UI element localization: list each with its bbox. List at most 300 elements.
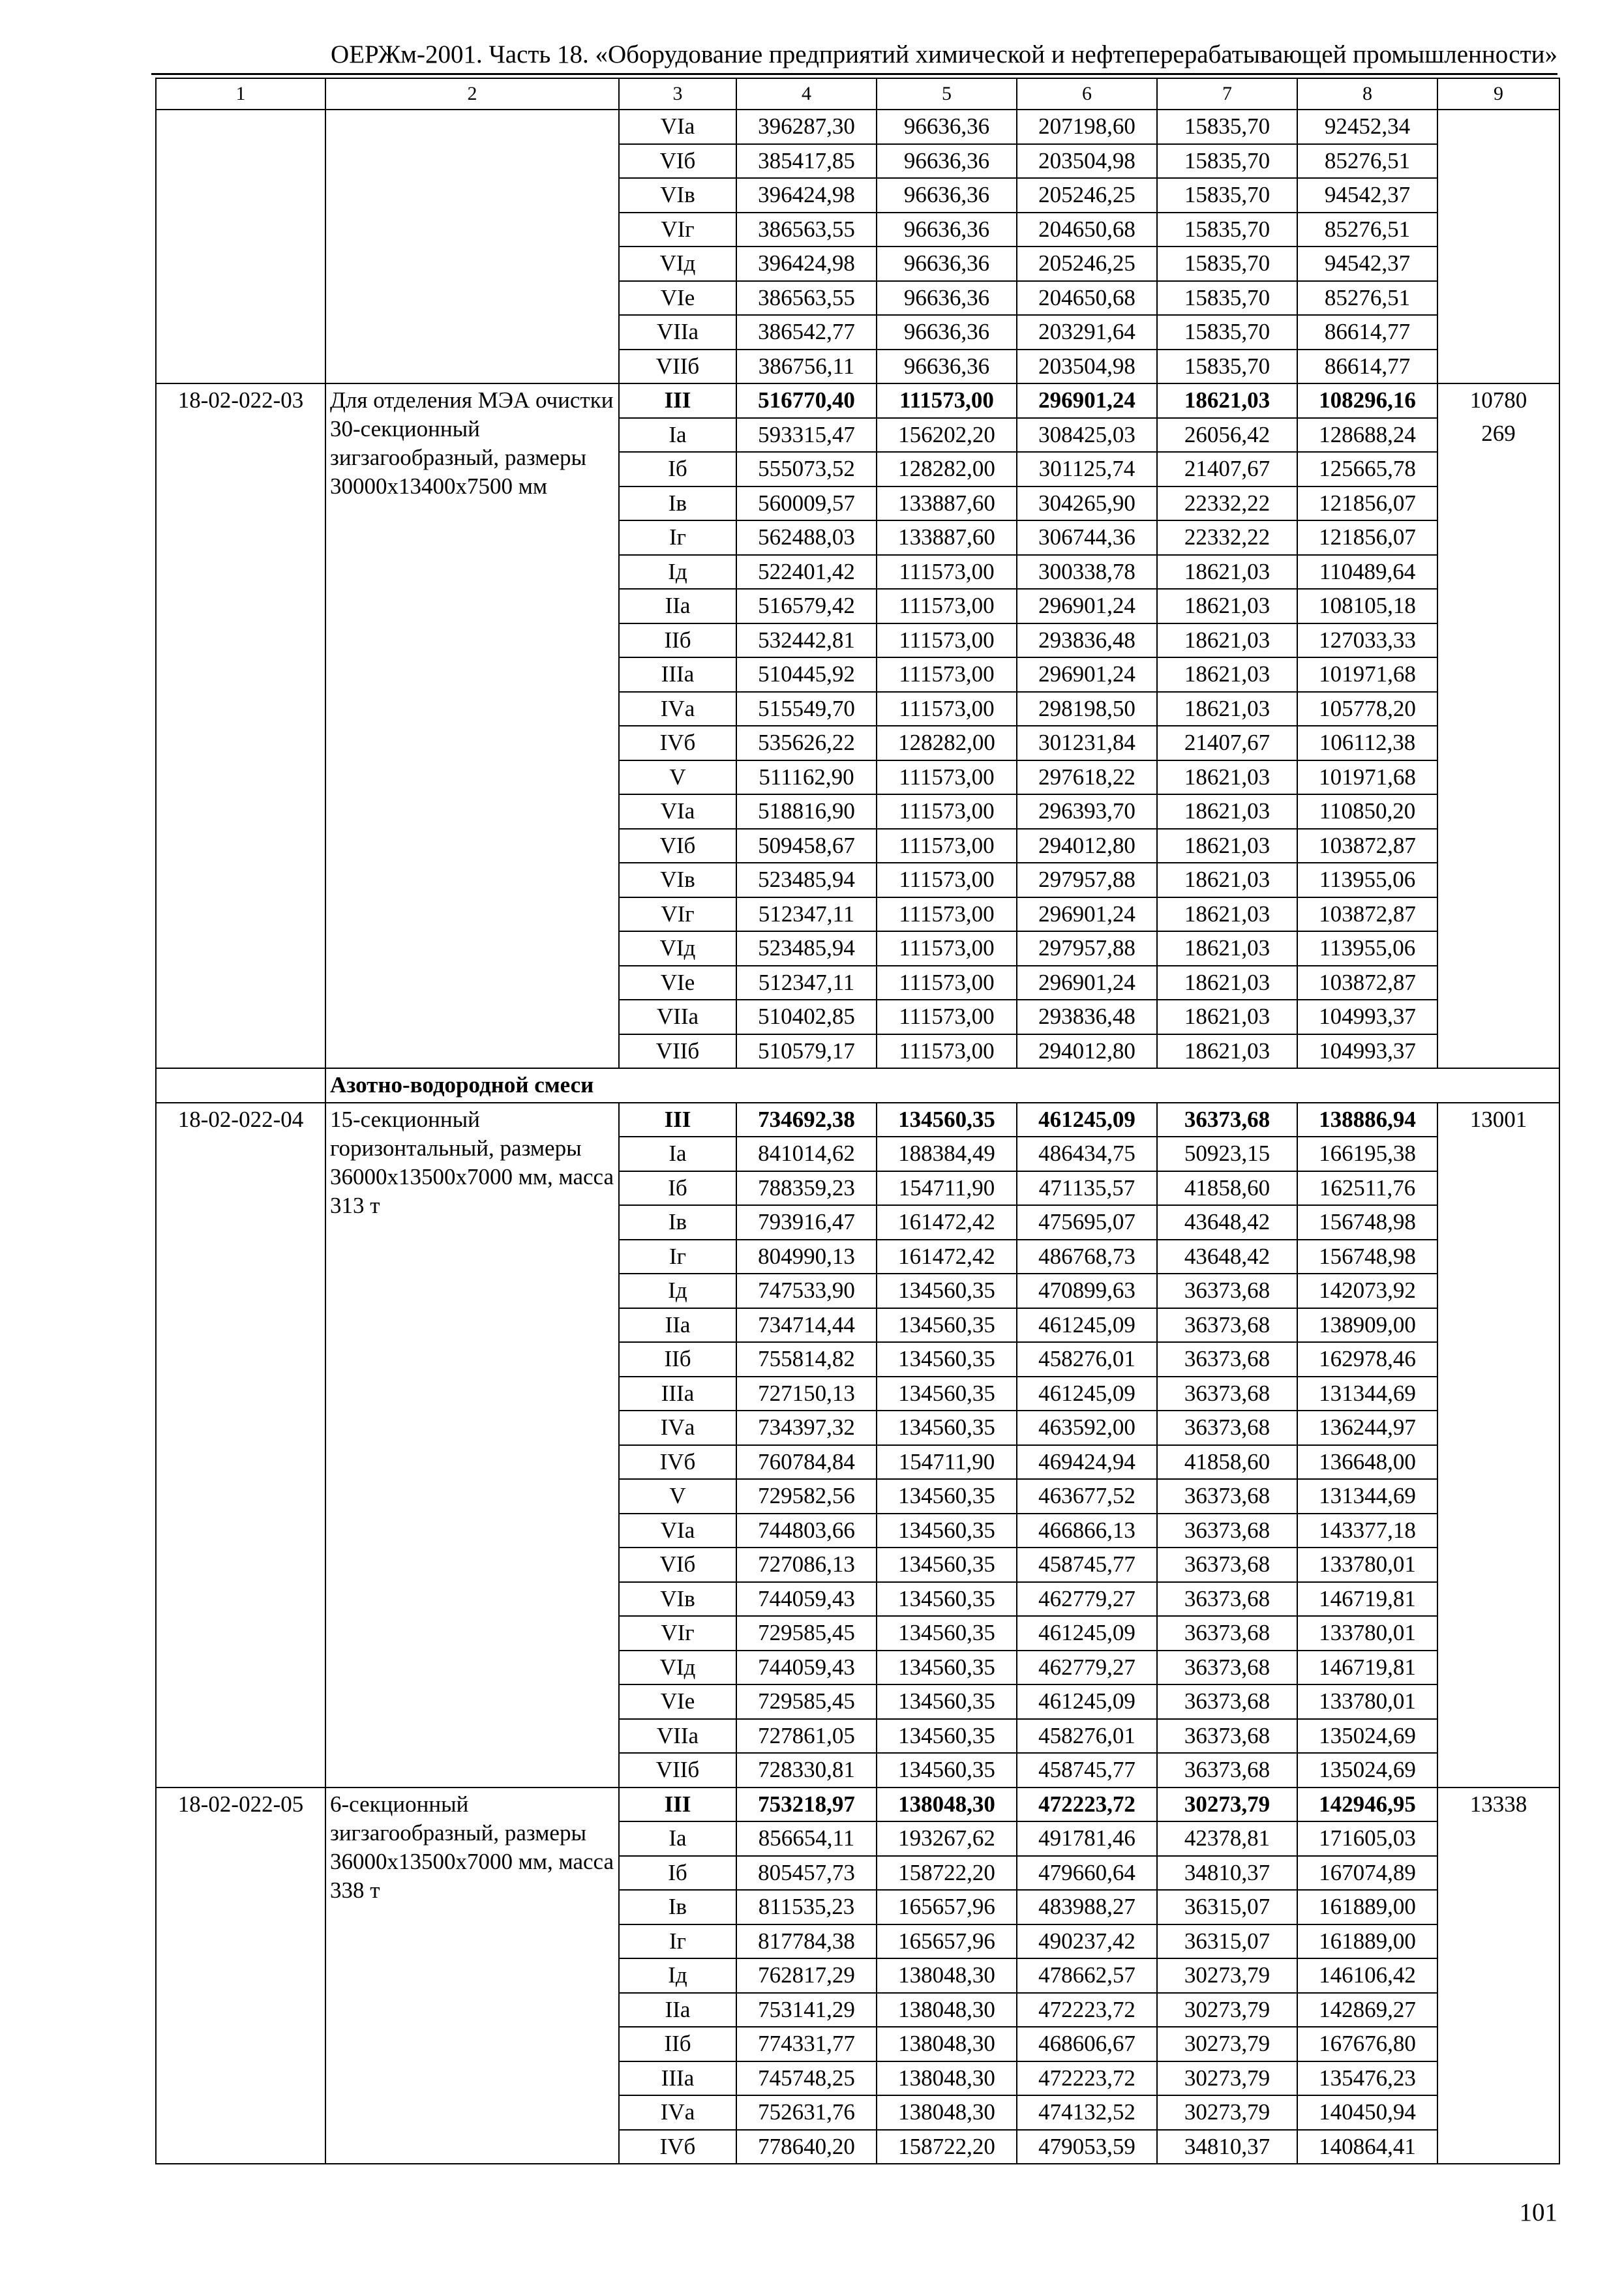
price-value: 135476,23	[1297, 2061, 1437, 2096]
price-value: 143377,18	[1297, 1514, 1437, 1548]
zone-label: VIд	[619, 931, 736, 966]
price-value: 111573,00	[877, 589, 1017, 623]
price-value: 752631,76	[736, 2095, 877, 2130]
price-value: 133780,01	[1297, 1548, 1437, 1582]
price-value: 188384,49	[877, 1137, 1017, 1171]
price-value: 297618,22	[1017, 760, 1157, 795]
zone-label: VIIа	[619, 1000, 736, 1034]
price-value: 131344,69	[1297, 1479, 1437, 1514]
price-value: 136648,00	[1297, 1445, 1437, 1480]
price-value: 96636,36	[877, 178, 1017, 213]
zone-label: V	[619, 1479, 736, 1514]
price-value: 142946,95	[1297, 1788, 1437, 1822]
price-value: 125665,78	[1297, 452, 1437, 486]
zone-label: III	[619, 383, 736, 418]
price-value: 166195,38	[1297, 1137, 1437, 1171]
zone-label: Iд	[619, 1274, 736, 1308]
price-value: 134560,35	[877, 1719, 1017, 1754]
price-value: 36373,68	[1157, 1753, 1297, 1788]
item-code: 18-02-022-03	[156, 383, 325, 1068]
price-value: 308425,03	[1017, 418, 1157, 453]
price-value: 470899,63	[1017, 1274, 1157, 1308]
price-value: 18621,03	[1157, 1000, 1297, 1034]
column-number: 1	[156, 78, 325, 110]
price-value: 729585,45	[736, 1616, 877, 1651]
price-value: 111573,00	[877, 1000, 1017, 1034]
price-value: 127033,33	[1297, 623, 1437, 658]
price-value: 36373,68	[1157, 1308, 1297, 1343]
price-value: 146719,81	[1297, 1582, 1437, 1617]
price-value: 18621,03	[1157, 383, 1297, 418]
price-value: 463677,52	[1017, 1479, 1157, 1514]
zone-label: VIIб	[619, 350, 736, 384]
price-value: 593315,47	[736, 418, 877, 453]
price-value: 18621,03	[1157, 794, 1297, 829]
price-value: 30273,79	[1157, 1993, 1297, 2027]
zone-label: VIд	[619, 1651, 736, 1685]
price-value: 104993,37	[1297, 1000, 1437, 1034]
zone-label: VIв	[619, 1582, 736, 1617]
price-value: 156202,20	[877, 418, 1017, 453]
price-value: 18621,03	[1157, 623, 1297, 658]
price-value: 128282,00	[877, 452, 1017, 486]
price-value: 121856,07	[1297, 520, 1437, 555]
price-value: 22332,22	[1157, 520, 1297, 555]
price-value: 96636,36	[877, 213, 1017, 247]
price-value: 36373,68	[1157, 1616, 1297, 1651]
price-value: 727150,13	[736, 1377, 877, 1411]
price-value: 729585,45	[736, 1684, 877, 1719]
item-code: 18-02-022-05	[156, 1788, 325, 2164]
price-value: 111573,00	[877, 657, 1017, 692]
price-value: 516770,40	[736, 383, 877, 418]
price-value: 36373,68	[1157, 1342, 1297, 1377]
price-value: 161472,42	[877, 1205, 1017, 1240]
price-value: 30273,79	[1157, 2027, 1297, 2061]
price-value: 483988,27	[1017, 1890, 1157, 1924]
price-value: 36373,68	[1157, 1582, 1297, 1617]
price-value: 134560,35	[877, 1514, 1017, 1548]
price-value: 156748,98	[1297, 1205, 1437, 1240]
zone-label: IVа	[619, 692, 736, 726]
price-value: 744803,66	[736, 1514, 877, 1548]
price-value: 103872,87	[1297, 829, 1437, 863]
price-value: 21407,67	[1157, 452, 1297, 486]
zone-label: Iг	[619, 1240, 736, 1274]
price-value: 478662,57	[1017, 1958, 1157, 1993]
price-value: 18621,03	[1157, 863, 1297, 897]
price-value: 466866,13	[1017, 1514, 1157, 1548]
price-value: 474132,52	[1017, 2095, 1157, 2130]
item-totals	[1437, 383, 1559, 1068]
price-value: 512347,11	[736, 966, 877, 1000]
price-value: 396424,98	[736, 247, 877, 281]
price-value: 85276,51	[1297, 281, 1437, 316]
zone-label: IIб	[619, 2027, 736, 2061]
price-value: 134560,35	[877, 1308, 1017, 1343]
zone-label: III	[619, 1103, 736, 1137]
price-value: 15835,70	[1157, 213, 1297, 247]
column-number: 2	[325, 78, 619, 110]
price-value: 535626,22	[736, 726, 877, 760]
price-value: 96636,36	[877, 110, 1017, 144]
price-value: 96636,36	[877, 247, 1017, 281]
price-value: 306744,36	[1017, 520, 1157, 555]
price-value: 386563,55	[736, 213, 877, 247]
zone-label: VIб	[619, 144, 736, 179]
price-value: 158722,20	[877, 1856, 1017, 1891]
column-number: 3	[619, 78, 736, 110]
code-cell-empty	[156, 110, 325, 383]
price-value: 167074,89	[1297, 1856, 1437, 1891]
price-value: 111573,00	[877, 897, 1017, 932]
price-value: 110489,64	[1297, 555, 1437, 590]
price-value: 92452,34	[1297, 110, 1437, 144]
price-value: 479053,59	[1017, 2130, 1157, 2164]
zone-label: VIIа	[619, 315, 736, 350]
price-value: 15835,70	[1157, 281, 1297, 316]
price-value: 154711,90	[877, 1445, 1017, 1480]
price-value: 138048,30	[877, 1958, 1017, 1993]
price-value: 18621,03	[1157, 897, 1297, 932]
price-value: 111573,00	[877, 863, 1017, 897]
zone-label: IIа	[619, 1308, 736, 1343]
page-header: ОЕРЖм-2001. Часть 18. «Оборудование предприятий химической и нефтеперерабатывающей промышленности»	[331, 40, 1557, 68]
price-value: 171605,03	[1297, 1821, 1437, 1856]
price-value: 133887,60	[877, 486, 1017, 521]
price-value: 762817,29	[736, 1958, 877, 1993]
price-value: 396424,98	[736, 178, 877, 213]
price-value: 461245,09	[1017, 1684, 1157, 1719]
price-value: 18621,03	[1157, 829, 1297, 863]
price-value: 108296,16	[1297, 383, 1437, 418]
price-value: 86614,77	[1297, 315, 1437, 350]
total-cell-empty	[1437, 110, 1559, 383]
total-value: 10780	[1469, 387, 1527, 413]
price-value: 134560,35	[877, 1103, 1017, 1137]
price-value: 138909,00	[1297, 1308, 1437, 1343]
zone-label: VIб	[619, 1548, 736, 1582]
price-value: 486768,73	[1017, 1240, 1157, 1274]
table-row	[156, 1103, 1559, 1137]
price-value: 142869,27	[1297, 1993, 1437, 2027]
zone-label: VIа	[619, 794, 736, 829]
price-value: 727861,05	[736, 1719, 877, 1754]
price-value: 136244,97	[1297, 1411, 1437, 1445]
price-value: 156748,98	[1297, 1240, 1437, 1274]
price-value: 134560,35	[877, 1753, 1017, 1788]
price-value: 21407,67	[1157, 726, 1297, 760]
column-number: 5	[877, 78, 1017, 110]
price-value: 207198,60	[1017, 110, 1157, 144]
price-value: 36373,68	[1157, 1514, 1297, 1548]
zone-label: IIб	[619, 623, 736, 658]
price-value: 106112,38	[1297, 726, 1437, 760]
price-value: 128688,24	[1297, 418, 1437, 453]
price-value: 462779,27	[1017, 1582, 1157, 1617]
price-value: 133887,60	[877, 520, 1017, 555]
column-number: 7	[1157, 78, 1297, 110]
page-number: 101	[1519, 2198, 1557, 2226]
total-value: 13001	[1469, 1106, 1527, 1132]
price-value: 296901,24	[1017, 657, 1157, 692]
price-value: 518816,90	[736, 794, 877, 829]
zone-label: Iд	[619, 555, 736, 590]
zone-label: IIа	[619, 1993, 736, 2027]
price-value: 36373,68	[1157, 1274, 1297, 1308]
price-table	[155, 78, 1560, 2164]
price-value: 134560,35	[877, 1548, 1017, 1582]
price-value: 793916,47	[736, 1205, 877, 1240]
price-value: 138048,30	[877, 1788, 1017, 1822]
price-value: 111573,00	[877, 555, 1017, 590]
price-value: 18621,03	[1157, 931, 1297, 966]
price-value: 96636,36	[877, 281, 1017, 316]
price-value: 165657,96	[877, 1890, 1017, 1924]
price-value: 744059,43	[736, 1651, 877, 1685]
zone-label: Iв	[619, 1205, 736, 1240]
price-value: 111573,00	[877, 966, 1017, 1000]
price-value: 15835,70	[1157, 110, 1297, 144]
price-value: 30273,79	[1157, 2095, 1297, 2130]
price-value: 468606,67	[1017, 2027, 1157, 2061]
price-value: 36373,68	[1157, 1377, 1297, 1411]
price-value: 134560,35	[877, 1342, 1017, 1377]
zone-label: Iв	[619, 1890, 736, 1924]
price-value: 36373,68	[1157, 1719, 1297, 1754]
zone-label: IIа	[619, 589, 736, 623]
price-value: 113955,06	[1297, 931, 1437, 966]
price-value: 94542,37	[1297, 178, 1437, 213]
price-value: 154711,90	[877, 1171, 1017, 1206]
price-value: 111573,00	[877, 1034, 1017, 1069]
price-value: 817784,38	[736, 1924, 877, 1959]
zone-label: VIг	[619, 1616, 736, 1651]
price-value: 134560,35	[877, 1377, 1017, 1411]
price-value: 135024,69	[1297, 1753, 1437, 1788]
price-value: 297957,88	[1017, 863, 1157, 897]
column-number-row	[156, 78, 1559, 110]
total-value: 269	[1481, 420, 1516, 446]
price-value: 778640,20	[736, 2130, 877, 2164]
price-value: 36373,68	[1157, 1103, 1297, 1137]
price-value: 111573,00	[877, 623, 1017, 658]
price-value: 472223,72	[1017, 2061, 1157, 2096]
price-value: 301231,84	[1017, 726, 1157, 760]
price-value: 760784,84	[736, 1445, 877, 1480]
price-value: 101971,68	[1297, 657, 1437, 692]
price-value: 43648,42	[1157, 1240, 1297, 1274]
price-value: 134560,35	[877, 1411, 1017, 1445]
zone-label: VIIб	[619, 1034, 736, 1069]
zone-label: IIб	[619, 1342, 736, 1377]
price-value: 461245,09	[1017, 1103, 1157, 1137]
price-value: 18621,03	[1157, 657, 1297, 692]
price-value: 385417,85	[736, 144, 877, 179]
price-value: 36373,68	[1157, 1684, 1297, 1719]
price-value: 30273,79	[1157, 2061, 1297, 2096]
price-value: 727086,13	[736, 1548, 877, 1582]
price-value: 490237,42	[1017, 1924, 1157, 1959]
price-value: 523485,94	[736, 931, 877, 966]
zone-label: VIIа	[619, 1719, 736, 1754]
price-value: 161889,00	[1297, 1924, 1437, 1959]
zone-label: VIг	[619, 897, 736, 932]
zone-label: VIе	[619, 281, 736, 316]
price-value: 133780,01	[1297, 1684, 1437, 1719]
price-value: 41858,60	[1157, 1445, 1297, 1480]
price-value: 509458,67	[736, 829, 877, 863]
zone-label: Iд	[619, 1958, 736, 1993]
zone-label: IIIа	[619, 2061, 736, 2096]
price-value: 103872,87	[1297, 966, 1437, 1000]
price-value: 162978,46	[1297, 1342, 1437, 1377]
price-value: 111573,00	[877, 383, 1017, 418]
price-value: 510579,17	[736, 1034, 877, 1069]
price-value: 522401,42	[736, 555, 877, 590]
price-value: 458745,77	[1017, 1548, 1157, 1582]
price-value: 140450,94	[1297, 2095, 1437, 2130]
price-value: 36373,68	[1157, 1411, 1297, 1445]
price-value: 34810,37	[1157, 2130, 1297, 2164]
price-value: 134560,35	[877, 1479, 1017, 1514]
price-value: 203504,98	[1017, 350, 1157, 384]
price-value: 162511,76	[1297, 1171, 1437, 1206]
price-value: 294012,80	[1017, 829, 1157, 863]
price-value: 204650,68	[1017, 281, 1157, 316]
column-number: 6	[1017, 78, 1157, 110]
price-value: 15835,70	[1157, 178, 1297, 213]
price-value: 472223,72	[1017, 1788, 1157, 1822]
price-value: 36373,68	[1157, 1479, 1297, 1514]
zone-label: VIб	[619, 829, 736, 863]
price-value: 396287,30	[736, 110, 877, 144]
zone-label: Iг	[619, 1924, 736, 1959]
price-value: 138048,30	[877, 2061, 1017, 2096]
price-value: 110850,20	[1297, 794, 1437, 829]
price-value: 491781,46	[1017, 1821, 1157, 1856]
price-value: 146719,81	[1297, 1651, 1437, 1685]
zone-label: VIв	[619, 178, 736, 213]
price-value: 512347,11	[736, 897, 877, 932]
zone-label: Iб	[619, 452, 736, 486]
price-value: 42378,81	[1157, 1821, 1297, 1856]
price-value: 105778,20	[1297, 692, 1437, 726]
zone-label: IVа	[619, 1411, 736, 1445]
price-value: 36373,68	[1157, 1651, 1297, 1685]
price-value: 841014,62	[736, 1137, 877, 1171]
zone-label: VIа	[619, 1514, 736, 1548]
zone-label: Iа	[619, 418, 736, 453]
price-value: 96636,36	[877, 350, 1017, 384]
section-row	[156, 1068, 1559, 1103]
zone-label: Iб	[619, 1856, 736, 1891]
price-value: 203504,98	[1017, 144, 1157, 179]
price-value: 458276,01	[1017, 1342, 1157, 1377]
price-value: 205246,25	[1017, 247, 1157, 281]
price-value: 121856,07	[1297, 486, 1437, 521]
price-value: 138886,94	[1297, 1103, 1437, 1137]
price-value: 22332,22	[1157, 486, 1297, 521]
price-value: 755814,82	[736, 1342, 877, 1377]
price-value: 486434,75	[1017, 1137, 1157, 1171]
price-value: 461245,09	[1017, 1308, 1157, 1343]
price-value: 562488,03	[736, 520, 877, 555]
price-value: 510402,85	[736, 1000, 877, 1034]
price-value: 471135,57	[1017, 1171, 1157, 1206]
price-value: 304265,90	[1017, 486, 1157, 521]
price-value: 103872,87	[1297, 897, 1437, 932]
price-value: 86614,77	[1297, 350, 1437, 384]
price-value: 50923,15	[1157, 1137, 1297, 1171]
price-value: 734397,32	[736, 1411, 877, 1445]
zone-label: Iв	[619, 486, 736, 521]
section-code-empty	[156, 1068, 325, 1103]
price-value: 744059,43	[736, 1582, 877, 1617]
item-totals	[1437, 1788, 1559, 2164]
zone-label: Iб	[619, 1171, 736, 1206]
price-value: 811535,23	[736, 1890, 877, 1924]
price-value: 462779,27	[1017, 1651, 1157, 1685]
table-row	[156, 383, 1559, 418]
price-value: 18621,03	[1157, 760, 1297, 795]
zone-label: VIв	[619, 863, 736, 897]
description-cell-empty	[325, 110, 619, 383]
price-value: 41858,60	[1157, 1171, 1297, 1206]
price-value: 296393,70	[1017, 794, 1157, 829]
item-description: 15-секционный горизонтальный, размеры 36000х13500х7000 мм, масса 313 т	[325, 1103, 619, 1788]
price-value: 43648,42	[1157, 1205, 1297, 1240]
price-value: 296901,24	[1017, 966, 1157, 1000]
price-value: 805457,73	[736, 1856, 877, 1891]
price-value: 469424,94	[1017, 1445, 1157, 1480]
price-value: 18621,03	[1157, 966, 1297, 1000]
price-value: 386542,77	[736, 315, 877, 350]
zone-label: VIд	[619, 247, 736, 281]
price-value: 293836,48	[1017, 1000, 1157, 1034]
price-value: 131344,69	[1297, 1377, 1437, 1411]
zone-label: IVа	[619, 2095, 736, 2130]
price-value: 856654,11	[736, 1821, 877, 1856]
price-value: 18621,03	[1157, 692, 1297, 726]
price-value: 167676,80	[1297, 2027, 1437, 2061]
price-value: 515549,70	[736, 692, 877, 726]
zone-label: VIIб	[619, 1753, 736, 1788]
price-value: 18621,03	[1157, 1034, 1297, 1069]
price-value: 36315,07	[1157, 1890, 1297, 1924]
price-value: 463592,00	[1017, 1411, 1157, 1445]
zone-label: Iа	[619, 1137, 736, 1171]
price-value: 386756,11	[736, 350, 877, 384]
price-value: 516579,42	[736, 589, 877, 623]
table-row	[156, 110, 1559, 144]
price-value: 203291,64	[1017, 315, 1157, 350]
price-value: 523485,94	[736, 863, 877, 897]
price-value: 165657,96	[877, 1924, 1017, 1959]
item-description: Для отделения МЭА очистки 30-секционный зигзагообразный, размеры 30000х13400х7500 мм	[325, 383, 619, 1068]
price-value: 36373,68	[1157, 1548, 1297, 1582]
total-value: 13338	[1469, 1791, 1527, 1817]
price-value: 134560,35	[877, 1582, 1017, 1617]
price-value: 138048,30	[877, 1993, 1017, 2027]
price-value: 511162,90	[736, 760, 877, 795]
price-value: 134560,35	[877, 1274, 1017, 1308]
price-value: 85276,51	[1297, 144, 1437, 179]
price-value: 788359,23	[736, 1171, 877, 1206]
price-value: 158722,20	[877, 2130, 1017, 2164]
price-value: 301125,74	[1017, 452, 1157, 486]
price-value: 161472,42	[877, 1240, 1017, 1274]
